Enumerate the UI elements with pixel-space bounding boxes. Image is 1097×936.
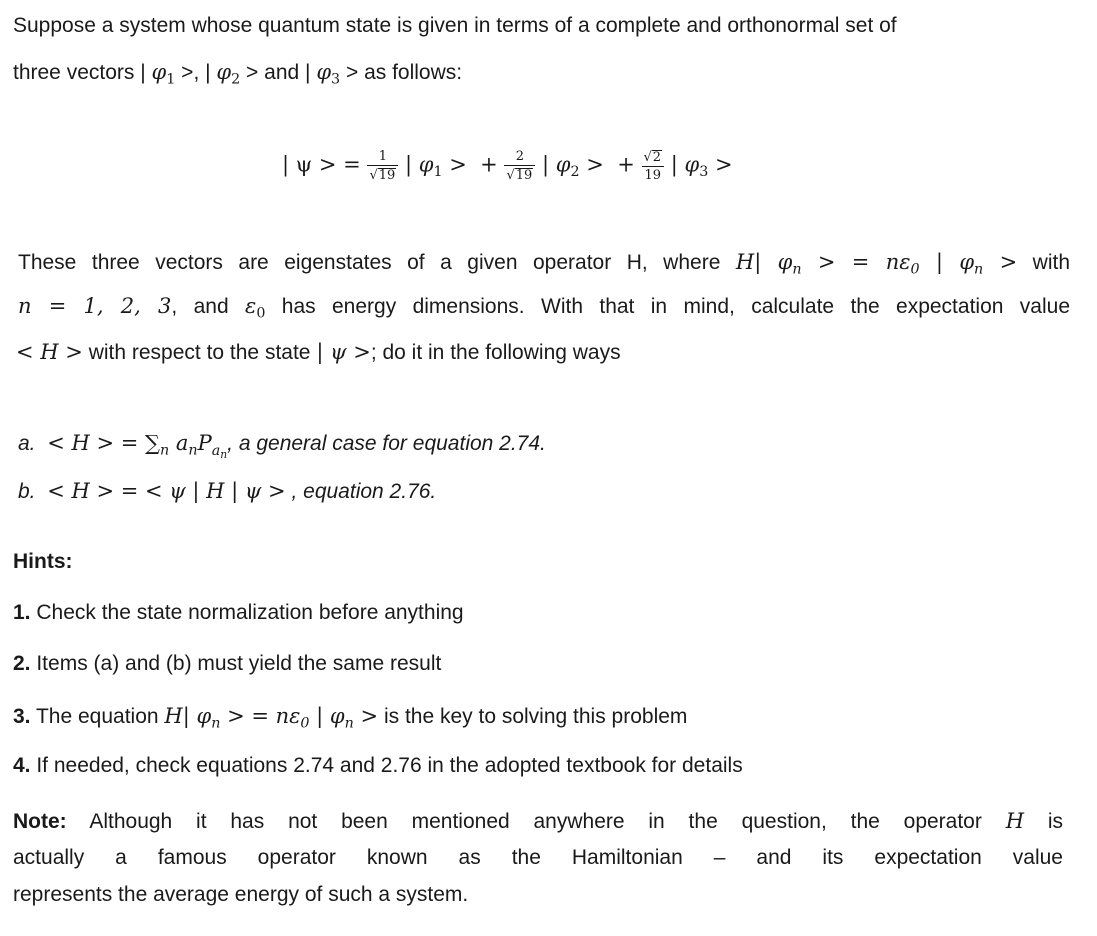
hint-4 <box>13 754 743 778</box>
ket-phi1 <box>140 60 194 88</box>
fraction-2 <box>504 150 535 182</box>
subscript: 0 <box>300 715 310 732</box>
subscript: 0 <box>910 261 920 278</box>
hint-text-b: is the key to solving this problem <box>378 705 688 728</box>
epsilon-symbol: ε <box>245 294 257 318</box>
subscript: 1 <box>433 164 443 181</box>
ket-open: | <box>205 61 217 84</box>
hint-3 <box>13 704 687 732</box>
phi-symbol: φ <box>316 60 332 84</box>
hint-number: 1. <box>13 601 31 624</box>
para2-line-2 <box>18 294 1070 322</box>
radicand: 19 <box>378 168 396 183</box>
subscript: n <box>344 715 354 732</box>
eig-lhs: H| φ <box>735 250 793 274</box>
eig-mid: > = nε <box>220 704 301 728</box>
hints-title: Hints: <box>13 550 73 573</box>
plus-sign: + <box>617 152 635 177</box>
eigen-equation <box>735 250 1018 278</box>
ket-close: > <box>579 152 604 177</box>
hint-text-a: The equation <box>30 705 165 728</box>
para2-line-1 <box>18 250 1070 278</box>
intro-text: Suppose a system whose quantum state is given in terms of a complete and orthonormal set of <box>13 14 897 37</box>
subscript: n <box>188 442 198 459</box>
subscript: n <box>974 261 984 278</box>
state-equation <box>282 150 733 182</box>
subscript: n <box>159 442 170 459</box>
ket-open: | <box>542 152 556 177</box>
ket-phi3 <box>305 60 359 88</box>
hint-2 <box>13 652 441 676</box>
ket-close: > <box>353 704 379 728</box>
fraction-numerator: 2 <box>504 150 535 166</box>
item-a-text: , a general case for equation 2.74. <box>227 432 546 455</box>
fraction-denominator <box>504 166 535 182</box>
ket-close: > <box>442 152 467 177</box>
hint-text: If needed, check equations 2.74 and 2.76 in the adopted textbook for details <box>30 754 743 777</box>
hint-number: 3. <box>13 705 31 728</box>
phi-symbol: φ <box>151 60 167 84</box>
item-label: b. <box>18 480 36 503</box>
radicand: 19 <box>515 168 533 183</box>
note-text-b: is <box>1024 810 1064 833</box>
ket-close: > <box>240 61 259 84</box>
note-line-1 <box>13 809 1063 834</box>
subscript: 3 <box>331 71 341 88</box>
n-values: n = 1, 2, 3 <box>18 294 172 318</box>
intro-text-b: and <box>258 61 306 84</box>
sqrt-icon: √ <box>643 150 652 165</box>
hint-1 <box>13 601 464 625</box>
ket-phi2 <box>205 60 259 88</box>
comma: , <box>193 61 206 84</box>
item-b-math: < H > = < ψ | H | ψ > <box>47 479 286 503</box>
phi-symbol: φ <box>418 152 434 177</box>
hint-number: 4. <box>13 754 31 777</box>
item-b <box>18 479 436 504</box>
eig-lhs: H| φ <box>164 704 212 728</box>
equation-lhs: | ψ > = <box>282 152 368 177</box>
math-a3: P <box>197 431 212 455</box>
hint-text: Items (a) and (b) must yield the same result <box>30 652 442 675</box>
subscript: 0 <box>256 305 266 322</box>
phi-symbol: φ <box>684 152 700 177</box>
ket-open: | <box>670 152 685 177</box>
subscript: 3 <box>699 164 709 181</box>
ket-close: > <box>708 152 733 177</box>
ket-open: | <box>305 61 317 84</box>
para2-text-a: These three vectors are eigenstates of a given operator H, where <box>18 251 736 274</box>
item-a-math <box>47 431 228 461</box>
fraction-denominator: 19 <box>644 168 662 183</box>
para2-text-d: has energy dimensions. With that in mind, calculate the expectation value <box>265 295 1070 318</box>
subscript <box>212 443 227 459</box>
subscript: n <box>792 261 802 278</box>
intro-text-a: three vectors <box>13 61 141 84</box>
subscript: 2 <box>570 164 580 181</box>
sub-a: a <box>211 442 221 459</box>
note-line-3: represents the average energy of such a system. <box>13 883 469 906</box>
sub-sub-n: n <box>220 447 228 461</box>
intro-line-2 <box>13 60 462 88</box>
operator-h: H <box>1005 809 1025 833</box>
para2-text-c: , and <box>171 295 246 318</box>
note-label: Note: <box>13 810 67 833</box>
note-text-a: Although it has not been mentioned anywhere in the question, the operator <box>66 810 1006 833</box>
plus-sign: + <box>480 152 498 177</box>
eig-mid2: | φ <box>919 250 975 274</box>
intro-line-1 <box>13 14 897 38</box>
item-a <box>18 431 546 461</box>
h-expectation: < H > <box>16 340 83 364</box>
ket-close: > <box>175 61 194 84</box>
math-a2: a <box>169 431 189 455</box>
para2-text-f: ; do it in the following ways <box>370 341 621 364</box>
math-a: < H > = ∑ <box>47 431 160 455</box>
subscript: 1 <box>166 71 176 88</box>
item-label: a. <box>18 432 36 455</box>
ket-close: > <box>340 61 359 84</box>
fraction-3 <box>642 150 665 182</box>
ket-close: > <box>983 250 1018 274</box>
hint-number: 2. <box>13 652 31 675</box>
eigen-equation <box>164 704 379 732</box>
subscript: n <box>211 715 221 732</box>
note-line-2: actually a famous operator known as the Hamiltonian – and its expectation value <box>13 846 1063 869</box>
fraction-1 <box>367 150 398 182</box>
fraction-numerator <box>642 150 665 167</box>
subscript: 2 <box>231 71 241 88</box>
intro-text-c: as follows: <box>358 61 463 84</box>
ket-open: | <box>404 152 419 177</box>
phi-symbol: φ <box>216 60 232 84</box>
psi-ket: | ψ > <box>316 340 371 364</box>
eig-mid2: | φ <box>309 704 345 728</box>
phi-symbol: φ <box>555 152 571 177</box>
para2-line-3 <box>16 340 621 365</box>
para2-text-e: with respect to the state <box>82 341 317 364</box>
eig-mid: > = nε <box>801 250 911 274</box>
fraction-denominator <box>367 166 398 182</box>
ket-open: | <box>140 61 152 84</box>
fraction-numerator: 1 <box>367 150 398 166</box>
item-b-text: , equation 2.76. <box>285 480 437 503</box>
para2-text-b: with <box>1017 251 1071 274</box>
radicand: 2 <box>652 150 662 165</box>
sqrt-icon: √ <box>506 168 515 183</box>
hint-text: Check the state normalization before anything <box>30 601 464 624</box>
sqrt-icon: √ <box>369 168 378 183</box>
